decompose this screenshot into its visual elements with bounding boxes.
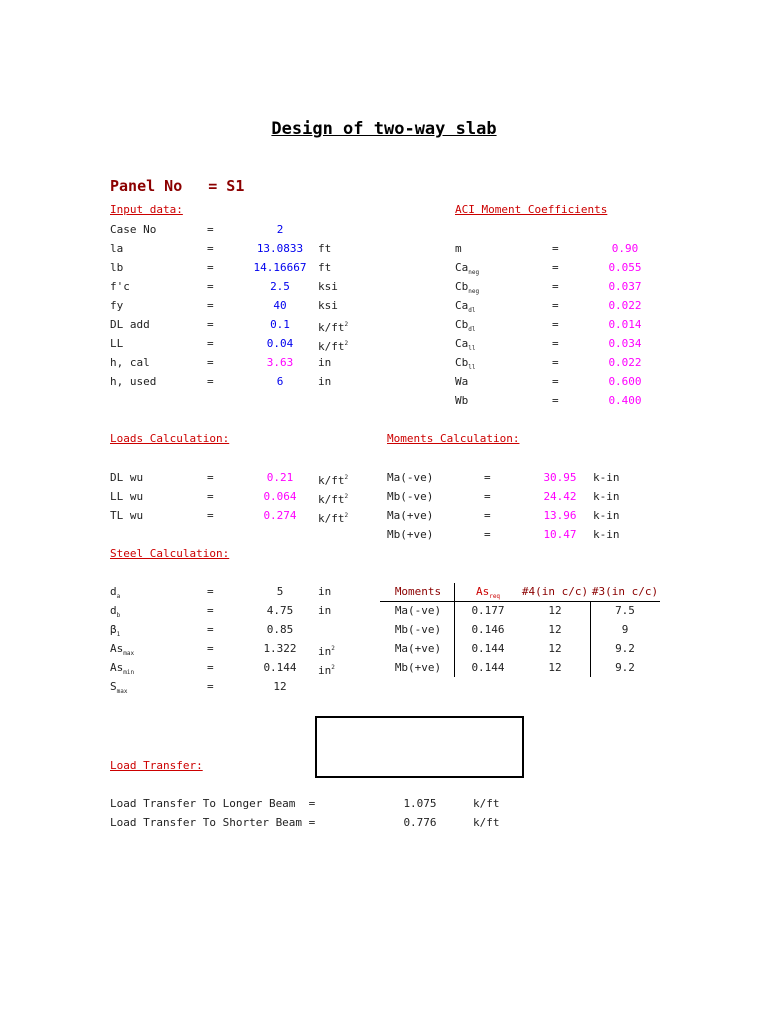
bar3-cell: 9.2 — [615, 661, 635, 674]
load-transfer-heading: Load Transfer: — [110, 759, 203, 772]
load-row — [0, 506, 380, 525]
input-label: fy — [110, 299, 124, 312]
moment-cell: Mb(-ve) — [394, 623, 442, 636]
steel-row — [0, 601, 380, 620]
bar4-cell: 12 — [548, 604, 562, 617]
table-header-divider — [380, 601, 660, 602]
equals-sign: = — [207, 471, 214, 484]
load-label: LL wu — [110, 490, 144, 503]
input-value: 40 — [273, 299, 287, 312]
as-cell: 0.144 — [471, 642, 505, 655]
transfer-row — [0, 794, 768, 813]
steel-value: 12 — [273, 680, 287, 693]
steel-calculation-heading: Steel Calculation: — [110, 547, 230, 560]
steel-value: 0.85 — [266, 623, 294, 636]
load-row — [0, 487, 380, 506]
table-column-divider — [454, 583, 455, 677]
as-cell: 0.146 — [471, 623, 505, 636]
steel-value: 0.144 — [263, 661, 297, 674]
input-label: la — [110, 242, 124, 255]
panel-value: = S1 — [208, 177, 245, 195]
equals-sign: = — [552, 242, 559, 255]
steel-unit: $in^2$ — [318, 645, 335, 658]
load-label: DL wu — [110, 471, 144, 484]
equals-sign: = — [207, 623, 214, 636]
input-unit: ft — [318, 242, 332, 255]
input-unit: ft — [318, 261, 332, 274]
equals-sign: = — [207, 261, 214, 274]
table-row — [380, 620, 768, 639]
aci-row — [0, 277, 768, 296]
steel-unit: $in^2$ — [318, 664, 335, 677]
input-unit: in — [318, 356, 332, 369]
moment-unit: k-in — [593, 509, 620, 522]
moment-value: 13.96 — [543, 509, 577, 522]
aci-coefficients-heading: ACI Moment Coefficients — [455, 203, 608, 216]
equals-sign: = — [207, 318, 214, 331]
input-value: 0.04 — [266, 337, 294, 350]
aci-label: m — [455, 242, 462, 255]
input-unit: ksi — [318, 280, 338, 293]
steel-label: $d_a$ — [110, 585, 121, 600]
load-unit: $k/ft^2$ — [318, 493, 349, 506]
aci-label: $Ca_{dl}$ — [455, 299, 476, 314]
transfer-unit: k/ft — [473, 816, 500, 829]
input-unit: in — [318, 375, 332, 388]
input-unit: $k/ft^2$ — [318, 340, 349, 353]
input-value: 14.16667 — [253, 261, 307, 274]
moment-row — [380, 468, 768, 487]
equals-sign: = — [552, 337, 559, 350]
as-cell: 0.144 — [471, 661, 505, 674]
aci-value: 0.014 — [608, 318, 642, 331]
transfer-value: 0.776 — [403, 816, 437, 829]
aci-label: $Ca_{ll}$ — [455, 337, 476, 352]
equals-sign: = — [552, 375, 559, 388]
transfer-unit: k/ft — [473, 797, 500, 810]
steel-row — [0, 677, 380, 696]
load-value: 0.274 — [263, 509, 297, 522]
column-header-moments: Moments — [394, 585, 442, 598]
equals-sign: = — [207, 642, 214, 655]
table-row — [380, 639, 768, 658]
steel-label: $d_b$ — [110, 604, 121, 619]
moment-cell: Ma(+ve) — [394, 642, 442, 655]
load-value: 0.21 — [266, 471, 294, 484]
steel-value: 5 — [276, 585, 284, 598]
moment-row — [380, 487, 768, 506]
steel-row — [0, 620, 380, 639]
equals-sign: = — [552, 394, 559, 407]
steel-label: $As_{min}$ — [110, 661, 135, 676]
transfer-row — [0, 813, 768, 832]
input-label: DL add — [110, 318, 150, 331]
aci-row — [0, 315, 768, 334]
aci-value: 0.022 — [608, 299, 642, 312]
input-unit: ksi — [318, 299, 338, 312]
equals-sign: = — [207, 299, 214, 312]
aci-row — [0, 353, 768, 372]
bar3-cell: 9.2 — [615, 642, 635, 655]
aci-row — [0, 239, 768, 258]
as-cell: 0.177 — [471, 604, 505, 617]
load-unit: $k/ft^2$ — [318, 474, 349, 487]
aci-value: 0.600 — [608, 375, 642, 388]
aci-row — [0, 391, 768, 410]
aci-value: 0.90 — [611, 242, 639, 255]
equals-sign: = — [552, 261, 559, 274]
equals-sign: = — [207, 337, 214, 350]
load-unit: $k/ft^2$ — [318, 512, 349, 525]
column-header-as-req: $As_{req}$ — [475, 585, 501, 600]
equals-sign: = — [552, 318, 559, 331]
empty-box — [315, 716, 524, 778]
equals-sign: = — [552, 299, 559, 312]
equals-sign: = — [207, 375, 214, 388]
equals-sign: = — [484, 528, 491, 541]
equals-sign: = — [552, 280, 559, 293]
load-row — [0, 468, 380, 487]
moment-label: Ma(+ve) — [387, 509, 434, 522]
bar4-cell: 12 — [548, 623, 562, 636]
page-title: Design of two-way slab — [271, 119, 497, 139]
aci-label: Wa — [455, 375, 469, 388]
steel-unit: in — [318, 585, 332, 598]
input-data-heading: Input data: — [110, 203, 183, 216]
equals-sign: = — [207, 509, 214, 522]
aci-value: 0.022 — [608, 356, 642, 369]
aci-value: 0.034 — [608, 337, 642, 350]
moment-cell: Ma(-ve) — [394, 604, 442, 617]
moment-label: Ma(-ve) — [387, 471, 434, 484]
steel-label: $\beta_1$ — [110, 623, 121, 638]
input-value: 2 — [276, 223, 284, 236]
input-label: h, used — [110, 375, 157, 388]
table-row — [380, 601, 768, 620]
input-value: 0.1 — [270, 318, 290, 331]
bar4-cell: 12 — [548, 661, 562, 674]
moment-value: 30.95 — [543, 471, 577, 484]
steel-value: 1.322 — [263, 642, 297, 655]
input-label: f'c — [110, 280, 130, 293]
aci-value: 0.055 — [608, 261, 642, 274]
load-value: 0.064 — [263, 490, 297, 503]
moment-label: Mb(-ve) — [387, 490, 434, 503]
moment-unit: k-in — [593, 490, 620, 503]
bar3-cell: 7.5 — [615, 604, 635, 617]
equals-sign: = — [207, 585, 214, 598]
bar3-cell: 9 — [621, 623, 629, 636]
table-header-row — [380, 582, 768, 601]
moment-row — [380, 506, 768, 525]
aci-label: $Cb_{neg}$ — [455, 280, 480, 295]
moment-value: 24.42 — [543, 490, 577, 503]
equals-sign: = — [484, 509, 491, 522]
moment-value: 10.47 — [543, 528, 577, 541]
steel-row — [0, 639, 380, 658]
transfer-label: Load Transfer To Longer Beam = — [110, 797, 316, 810]
equals-sign: = — [207, 356, 214, 369]
moment-label: Mb(+ve) — [387, 528, 434, 541]
aci-value: 0.037 — [608, 280, 642, 293]
aci-row — [0, 372, 768, 391]
equals-sign: = — [207, 223, 214, 236]
input-label: Case No — [110, 223, 157, 236]
steel-row — [0, 582, 380, 601]
aci-row — [0, 334, 768, 353]
aci-row — [0, 258, 768, 277]
moment-row — [380, 525, 768, 544]
steel-unit: in — [318, 604, 332, 617]
panel-label: Panel No — [110, 177, 183, 195]
equals-sign: = — [484, 471, 491, 484]
moment-unit: k-in — [593, 528, 620, 541]
moments-calculation-heading: Moments Calculation: — [387, 432, 520, 445]
aci-label: $Cb_{ll}$ — [455, 356, 476, 371]
aci-row — [0, 296, 768, 315]
aci-label: $Ca_{neg}$ — [455, 261, 480, 276]
input-unit: $k/ft^2$ — [318, 321, 349, 334]
transfer-label: Load Transfer To Shorter Beam = — [110, 816, 316, 829]
equals-sign: = — [552, 356, 559, 369]
equals-sign: = — [207, 604, 214, 617]
panel-heading — [110, 177, 244, 195]
transfer-value: 1.075 — [403, 797, 437, 810]
steel-label: $As_{max}$ — [110, 642, 135, 657]
equals-sign: = — [484, 490, 491, 503]
equals-sign: = — [207, 680, 214, 693]
column-header-bar3: #3(in c/c) — [591, 585, 659, 598]
aci-value: 0.400 — [608, 394, 642, 407]
steel-row — [0, 658, 380, 677]
loads-calculation-heading: Loads Calculation: — [110, 432, 230, 445]
input-value: 2.5 — [270, 280, 290, 293]
aci-label: Wb — [455, 394, 469, 407]
moment-unit: k-in — [593, 471, 620, 484]
input-label: lb — [110, 261, 124, 274]
column-header-bar4: #4(in c/c) — [521, 585, 589, 598]
input-value: 6 — [276, 375, 284, 388]
input-value: 13.0833 — [256, 242, 304, 255]
equals-sign: = — [207, 490, 214, 503]
steel-value: 4.75 — [266, 604, 294, 617]
steel-label: $S_{max}$ — [110, 680, 128, 695]
input-label: h, cal — [110, 356, 150, 369]
input-row — [0, 220, 768, 239]
equals-sign: = — [207, 242, 214, 255]
load-label: TL wu — [110, 509, 144, 522]
table-row — [380, 658, 768, 677]
equals-sign: = — [207, 661, 214, 674]
aci-label: $Cb_{dl}$ — [455, 318, 476, 333]
bar4-cell: 12 — [548, 642, 562, 655]
equals-sign: = — [207, 280, 214, 293]
moment-cell: Mb(+ve) — [394, 661, 442, 674]
computed-value: 3.63 — [266, 356, 294, 369]
table-column-divider — [590, 601, 591, 677]
input-label: LL — [110, 337, 124, 350]
